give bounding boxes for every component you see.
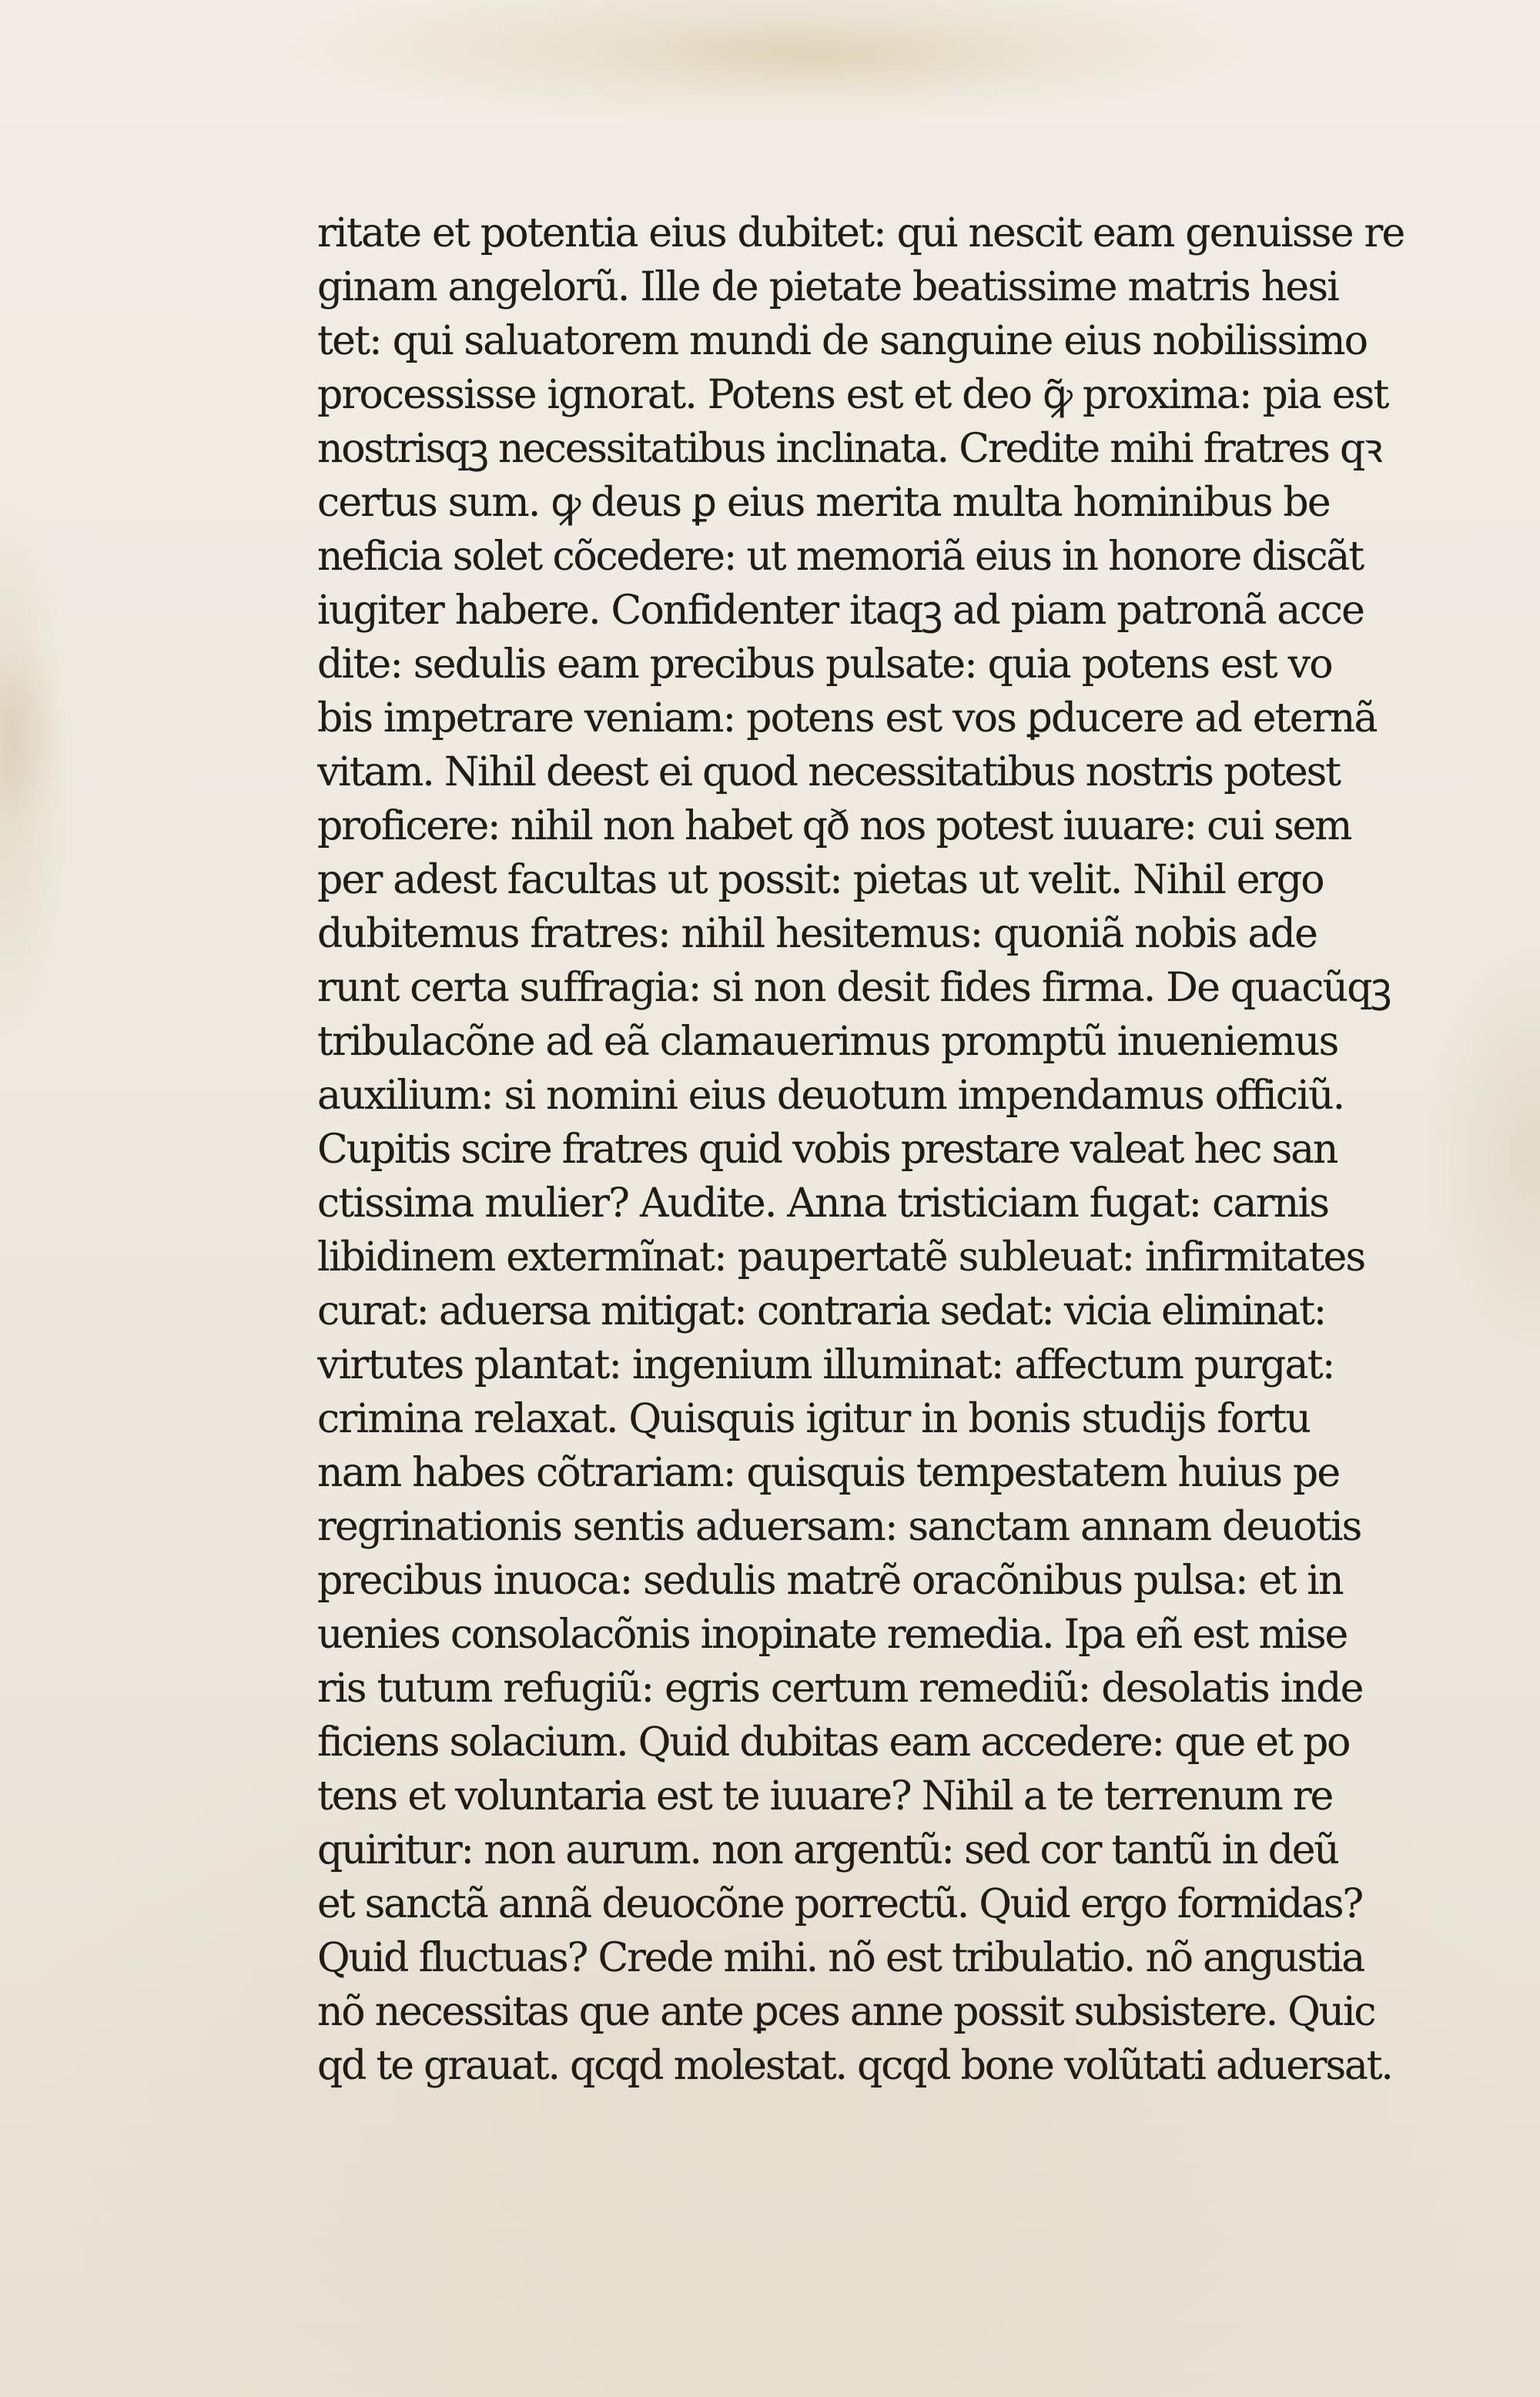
text-line: regrinationis sentis aduersam: sanctam annam deuotis [317, 1504, 1361, 1550]
text-line: crimina relaxat. Quisquis igitur in bonis studijs fortu [317, 1396, 1311, 1442]
text-line: vitam. Nihil deest ei quod necessitatibus nostris potest [317, 749, 1340, 795]
paper-stain [0, 631, 62, 832]
text-line: quiritur: non aurum. non argentũ: sed cor tantũ in deũ [317, 1827, 1338, 1873]
paper-stain [585, 15, 1063, 100]
text-line: qd te grauat. qcqd molestat. qcqd bone volũtati aduersat. [317, 2043, 1392, 2089]
text-line: et sanctã annã deuocõne porrectũ. Quid ergo formidas? [317, 1881, 1363, 1927]
text-line: certus sum. ꝙ deus ꝑ eius merita multa hominibus be [317, 480, 1330, 526]
text-line: tet: qui saluatorem mundi de sanguine eius nobilissimo [317, 318, 1368, 364]
text-line: ctissima mulier? Audite. Anna tristiciam fugat: carnis [317, 1180, 1329, 1227]
text-line: precibus inuoca: sedulis matrẽ oracõnibus pulsa: et in [317, 1558, 1343, 1604]
text-line: ris tutum refugiũ: egris certum remediũ: desolatis inde [317, 1666, 1363, 1712]
text-line: ficiens solacium. Quid dubitas eam accedere: que et po [317, 1719, 1350, 1766]
text-line: iugiter habere. Confidenter itaqꝫ ad piam patronã acce [317, 588, 1364, 634]
text-block [317, 206, 1449, 2093]
text-line: curat: aduersa mitigat: contraria sedat: vicia eliminat: [317, 1288, 1326, 1334]
text-line: uenies consolacõnis inopinate remedia. Ipa eñ est mise [317, 1612, 1348, 1658]
text-line: bis impetrare veniam: potens est vos ꝑducere ad eternã [317, 695, 1377, 742]
text-line: tribulacõne ad eã clamauerimus promptũ inueniemus [317, 1019, 1338, 1065]
text-line: auxilium: si nomini eius deuotum impendamus officiũ. [317, 1073, 1344, 1119]
text-line: nõ necessitas que ante ꝑces anne possit subsistere. Quic [317, 1989, 1375, 2035]
text-line: ritate et potentia eius dubitet: qui nescit eam genuisse re [317, 210, 1404, 256]
text-line: virtutes plantat: ingenium illuminat: affectum purgat: [317, 1342, 1334, 1388]
text-line: libidinem extermĩnat: paupertatẽ subleuat: infirmitates [317, 1234, 1365, 1281]
text-line: proficere: nihil non habet qð nos potest iuuare: cui sem [317, 803, 1351, 849]
text-line: Quid fluctuas? Crede mihi. nõ est tribulatio. nõ angustia [317, 1935, 1364, 1981]
text-line: dubitemus fratres: nihil hesitemus: quoniã nobis ade [317, 911, 1317, 957]
text-line: nam habes cõtrariam: quisquis tempestatem huius pe [317, 1450, 1340, 1496]
text-line: tens et voluntaria est te iuuare? Nihil a te terrenum re [317, 1773, 1333, 1820]
text-line: nostrisqꝫ necessitatibus inclinata. Credite mihi fratres qꝛ [317, 426, 1381, 472]
text-line: Cupitis scire fratres quid vobis prestare valeat hec san [317, 1127, 1337, 1173]
text-line: dite: sedulis eam precibus pulsate: quia potens est vo [317, 641, 1332, 688]
text-line: per adest facultas ut possit: pietas ut velit. Nihil ergo [317, 857, 1324, 903]
text-line: neficia solet cõcedere: ut memoriã eius in honore discãt [317, 534, 1363, 580]
text-line: processisse ignorat. Potens est et deo ꝙ̃ proxima: pia est [317, 372, 1388, 418]
text-line: runt certa suffragia: si non desit fides firma. De quacũqꝫ [317, 965, 1391, 1011]
text-line: ginam angelorũ. Ille de pietate beatissime matris hesi [317, 264, 1339, 310]
